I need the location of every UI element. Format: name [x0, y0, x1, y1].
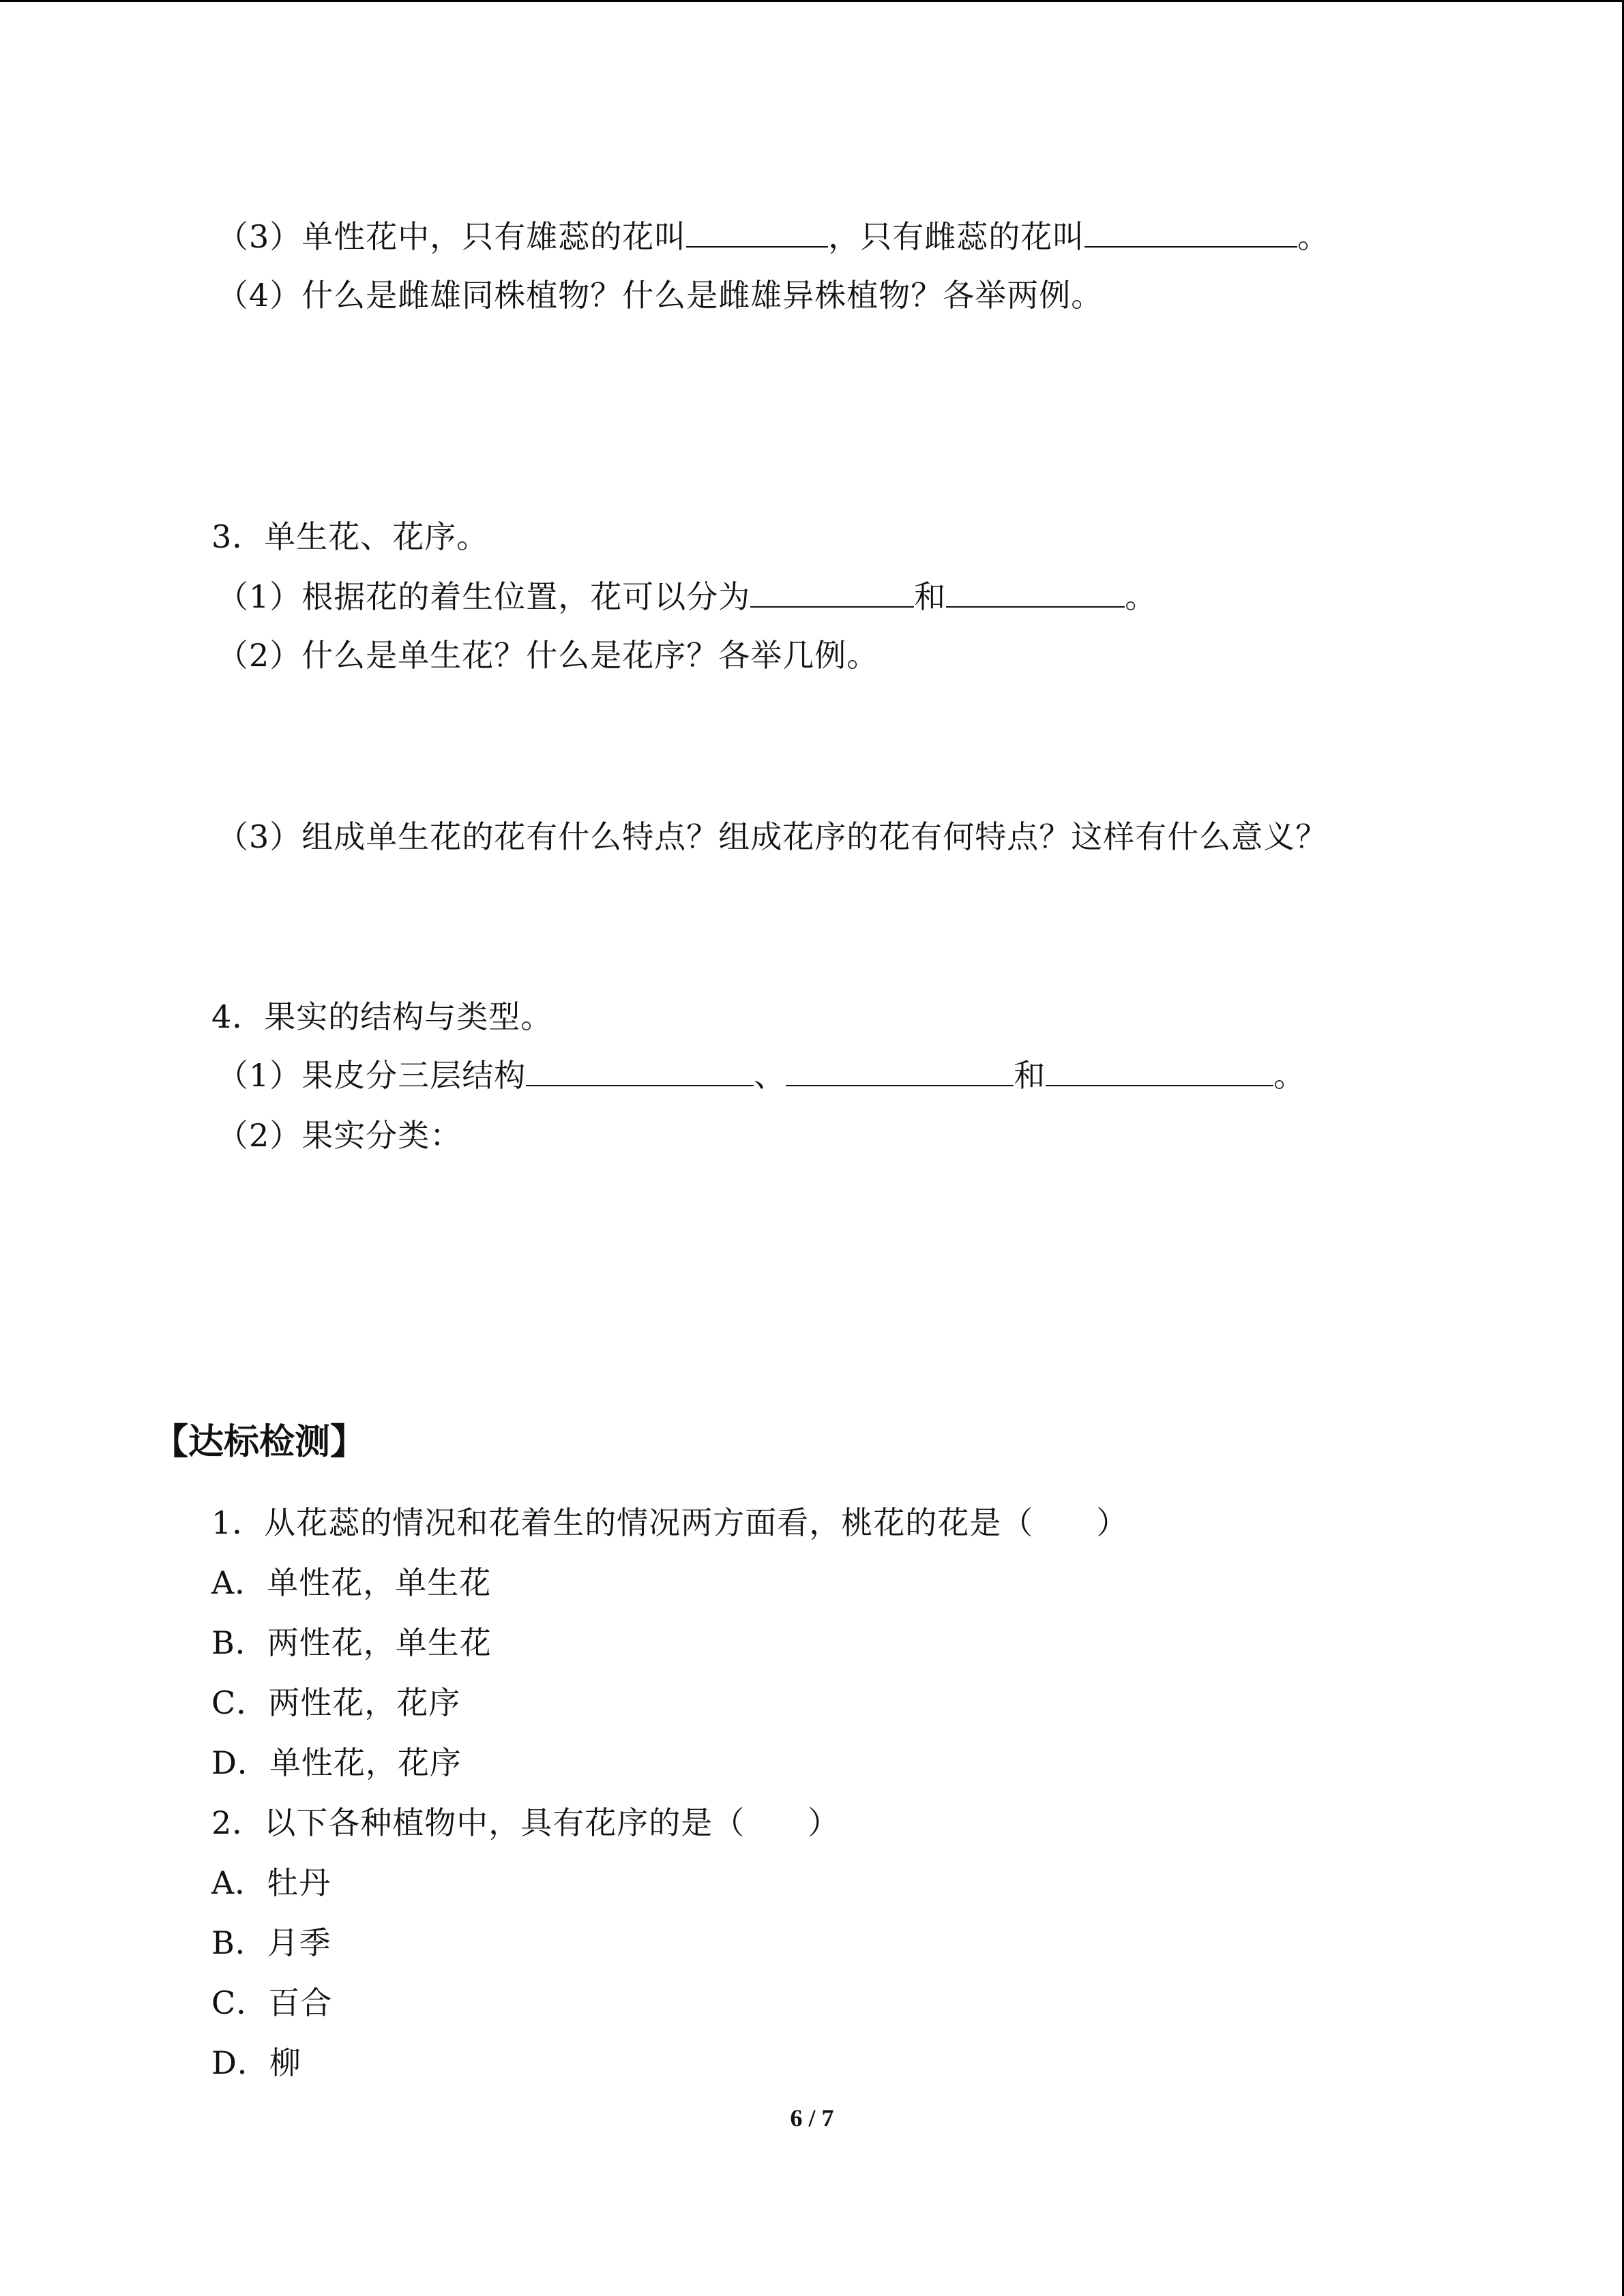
section3-question2: （2）什么是单生花？什么是花序？各举几例。 — [217, 637, 879, 674]
blank-pericarp-layer-3[interactable] — [1046, 1055, 1273, 1086]
question1-stem-close: ） — [1096, 1504, 1129, 1541]
blank-pericarp-layer-1[interactable] — [526, 1055, 754, 1086]
question2-option-c: C．百合 — [211, 1984, 333, 2021]
question2-stem-close: ） — [808, 1804, 840, 1841]
section3-title: 3．单生花、花序。 — [211, 518, 489, 555]
section4-q1-sep: 、 — [754, 1057, 786, 1094]
assessment-heading: 【达标检测】 — [153, 1422, 366, 1463]
assessment-question2-stem — [211, 1802, 840, 1843]
section4-question2: （2）果实分类： — [217, 1117, 462, 1154]
section4-q1-suffix: 。 — [1273, 1057, 1306, 1094]
section3-question1 — [217, 576, 1157, 617]
section2-question3 — [217, 216, 1329, 257]
blank-staminate-flower[interactable] — [686, 216, 828, 248]
question1-option-b: B．两性花，单生花 — [211, 1624, 492, 1661]
section3-q1-prefix: （1）根据花的着生位置，花可以分为 — [217, 578, 751, 615]
question2-option-d: D．柳 — [211, 2044, 301, 2081]
section3-q1-mid: 和 — [914, 578, 947, 615]
question1-stem-text: 1．从花蕊的情况和花着生的情况两方面看，桃花的花是（ — [211, 1504, 1034, 1541]
question1-option-d: D．单性花，花序 — [211, 1744, 462, 1781]
section4-q1-mid: 和 — [1014, 1057, 1046, 1094]
blank-flower-type-2[interactable] — [946, 576, 1125, 608]
assessment-question1-stem — [211, 1502, 1128, 1543]
section4-question1 — [217, 1055, 1305, 1096]
section2-q3-mid: ，只有雌蕊的花叫 — [828, 218, 1085, 255]
section2-q3-suffix: 。 — [1297, 218, 1330, 255]
section3-question3: （3）组成单生花的花有什么特点？组成花序的花有何特点？这样有什么意义？ — [217, 818, 1328, 855]
section3-q1-suffix: 。 — [1125, 578, 1157, 615]
page-number: 6 / 7 — [790, 2104, 834, 2132]
question2-option-b: B．月季 — [211, 1924, 331, 1961]
section4-q1-prefix: （1）果皮分三层结构 — [217, 1057, 527, 1094]
blank-flower-type-1[interactable] — [750, 576, 914, 608]
blank-pistillate-flower[interactable] — [1084, 216, 1297, 248]
question2-option-a: A．牡丹 — [211, 1864, 331, 1901]
section4-title: 4．果实的结构与类型。 — [211, 998, 553, 1035]
blank-pericarp-layer-2[interactable] — [786, 1055, 1014, 1086]
question1-option-c: C．两性花，花序 — [211, 1684, 461, 1721]
question1-option-a: A．单性花，单生花 — [211, 1564, 492, 1601]
section2-q3-prefix: （3）单性花中，只有雄蕊的花叫 — [217, 218, 687, 255]
section2-question4: （4）什么是雌雄同株植物？什么是雌雄异株植物？各举两例。 — [217, 277, 1104, 314]
question2-stem-text: 2．以下各种植物中，具有花序的是（ — [211, 1804, 745, 1841]
